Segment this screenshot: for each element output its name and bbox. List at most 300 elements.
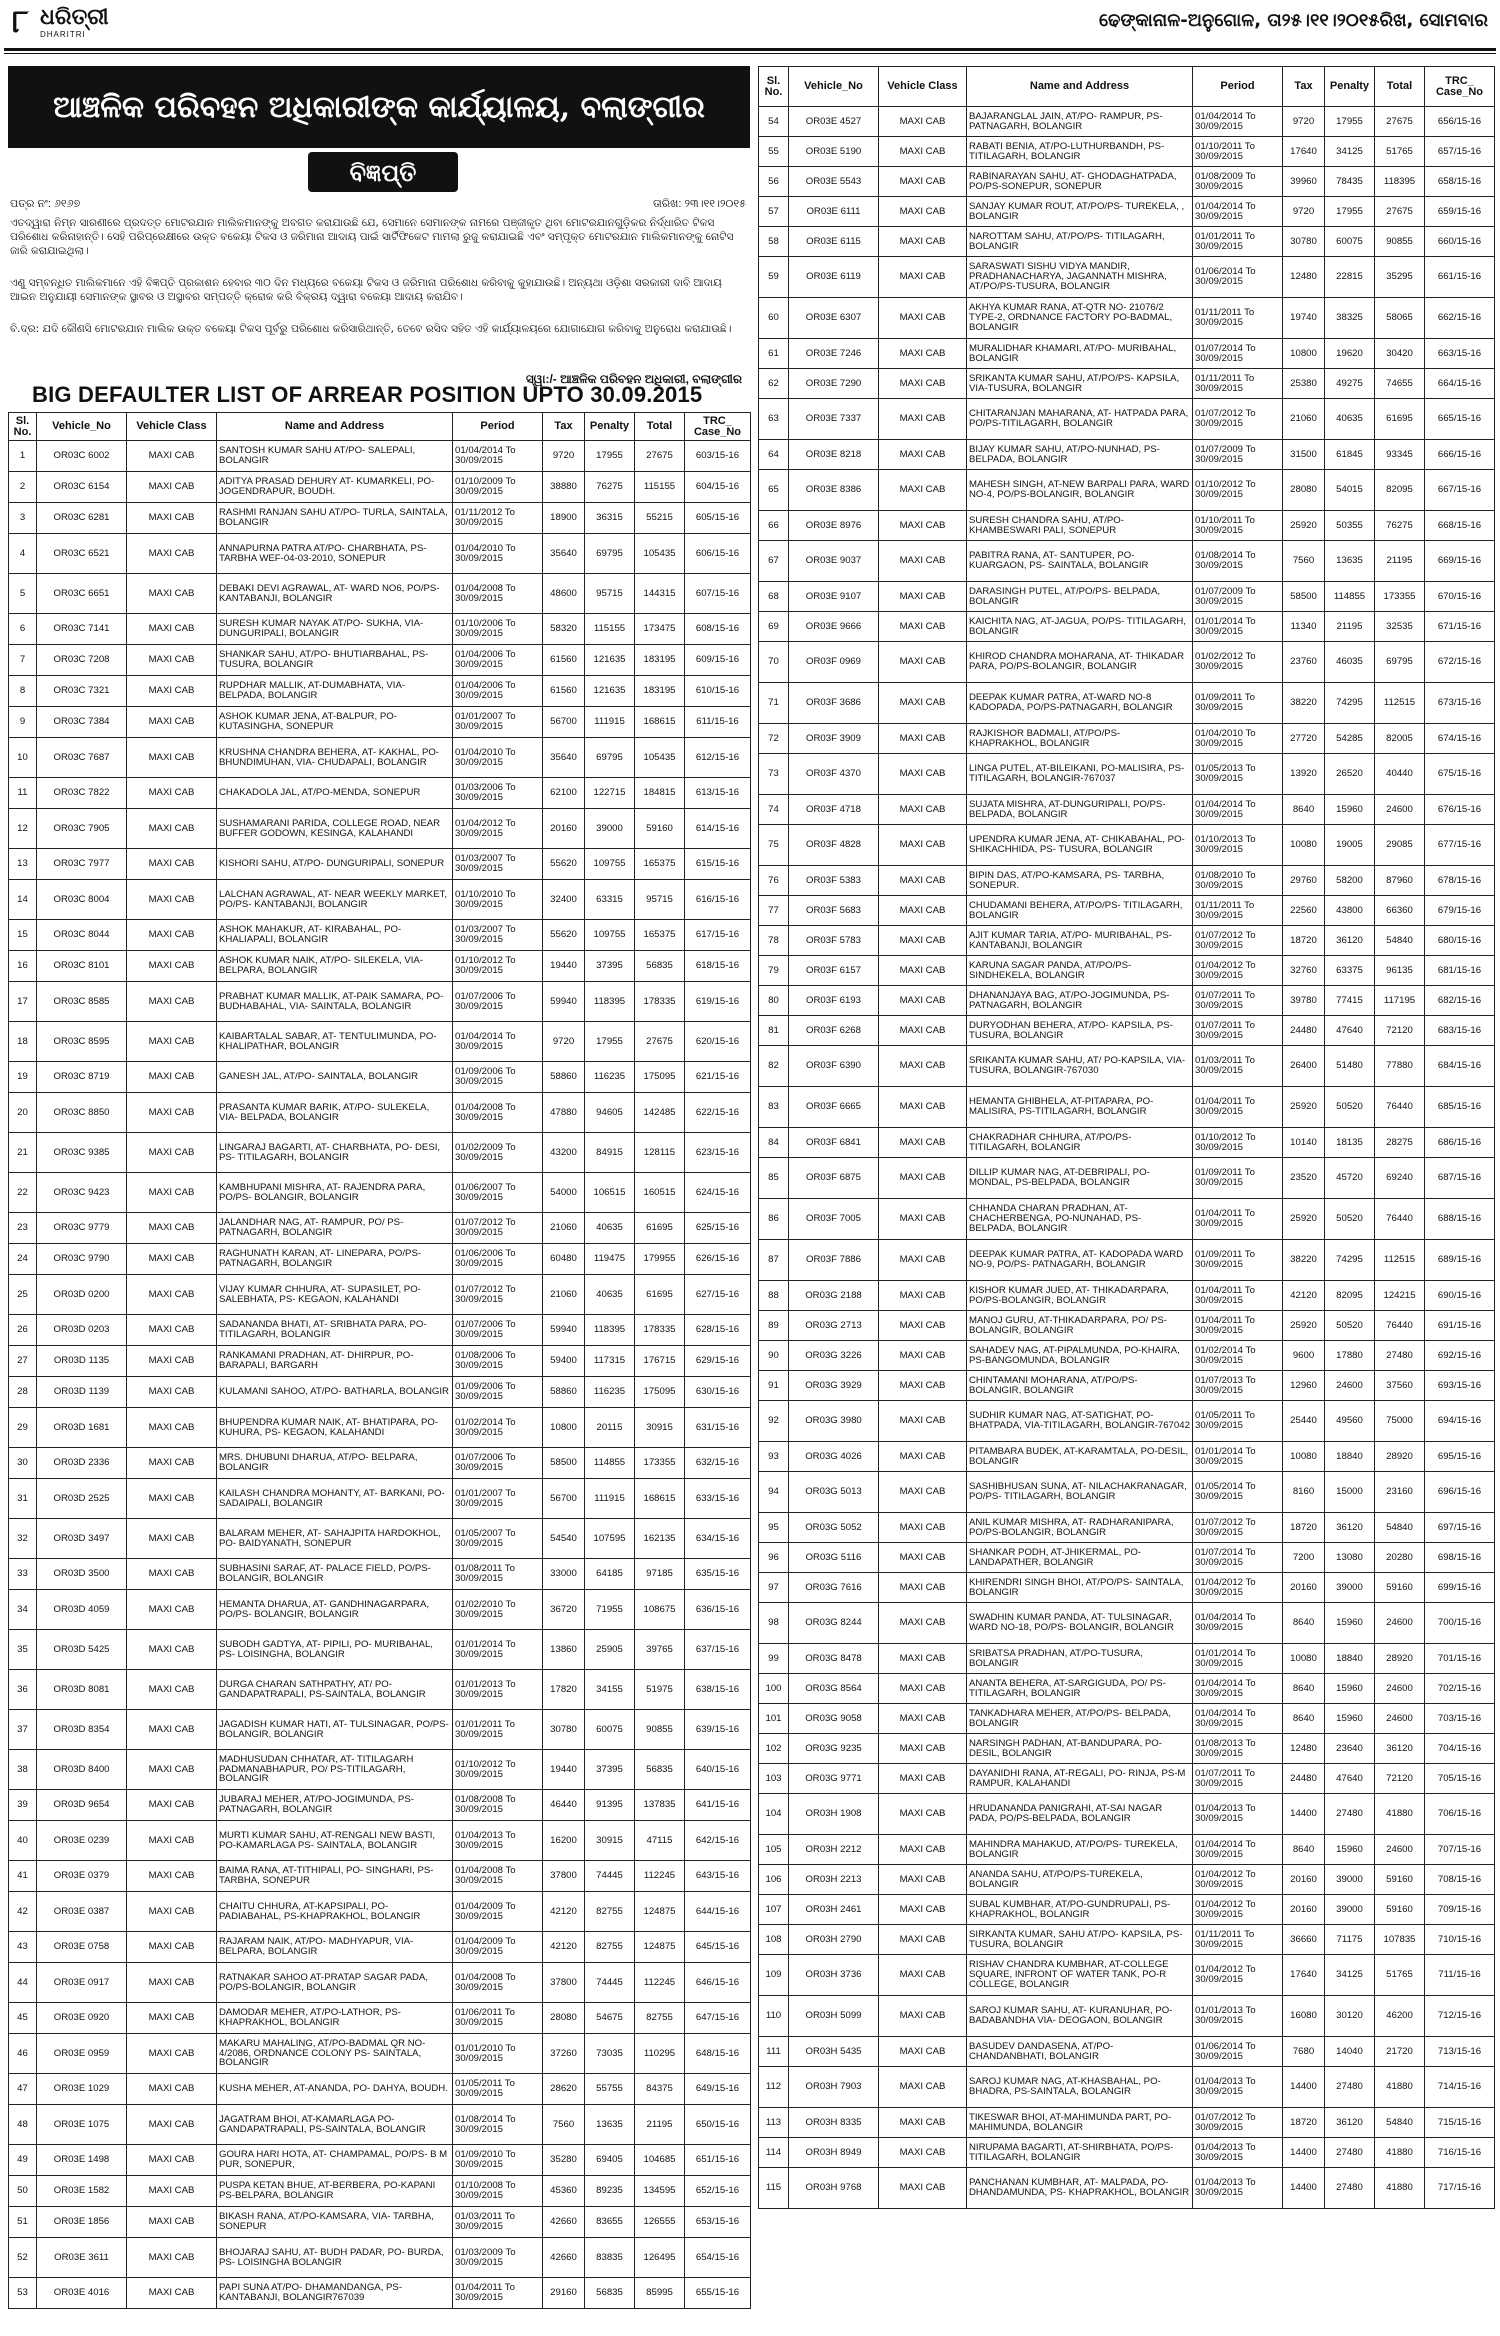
vehicle-class: MAXI CAB xyxy=(127,1377,217,1408)
vehicle-no: OR03E 8218 xyxy=(789,440,879,470)
vehicle-no: OR03H 2213 xyxy=(789,1865,879,1895)
table-row xyxy=(9,1479,751,1519)
trc-case-no: 623/15-16 xyxy=(685,1133,751,1173)
period: 01/07/2006 To 30/09/2015 xyxy=(453,1315,543,1346)
sl-no: 50 xyxy=(9,2176,37,2207)
vehicle-class: MAXI CAB xyxy=(879,2067,967,2108)
total: 61695 xyxy=(635,1213,685,1244)
tax: 54540 xyxy=(543,1519,585,1559)
tax: 20160 xyxy=(1283,1865,1325,1895)
table-row xyxy=(759,2067,1495,2108)
period: 01/04/2011 To 30/09/2015 xyxy=(1193,1281,1283,1311)
vehicle-no: OR03G 8244 xyxy=(789,1603,879,1644)
trc-case-no: 626/15-16 xyxy=(685,1244,751,1275)
vehicle-class: MAXI CAB xyxy=(879,1734,967,1764)
sl-no: 52 xyxy=(9,2238,37,2278)
period: 01/03/2009 To 30/09/2015 xyxy=(453,2238,543,2278)
total: 28920 xyxy=(1375,1644,1425,1674)
penalty: 36120 xyxy=(1325,926,1375,956)
table-row xyxy=(9,1377,751,1408)
table-row xyxy=(9,707,751,738)
period: 01/04/2011 To 30/09/2015 xyxy=(1193,1199,1283,1240)
vehicle-class: MAXI CAB xyxy=(127,574,217,614)
penalty: 84915 xyxy=(585,1133,635,1173)
trc-case-no: 704/15-16 xyxy=(1425,1734,1495,1764)
trc-case-no: 654/15-16 xyxy=(685,2238,751,2278)
vehicle-no: OR03F 5783 xyxy=(789,926,879,956)
vehicle-class: MAXI CAB xyxy=(127,2176,217,2207)
sl-no: 88 xyxy=(759,1281,789,1311)
vehicle-no: OR03G 7616 xyxy=(789,1573,879,1603)
name-address: ADITYA PRASAD DEHURY AT- KUMARKELI, PO-JOGENDRAPUR, BOUDH. xyxy=(217,472,453,503)
tax: 42120 xyxy=(1283,1281,1325,1311)
tax: 8640 xyxy=(1283,1603,1325,1644)
vehicle-class: MAXI CAB xyxy=(879,1199,967,1240)
sl-no: 21 xyxy=(9,1133,37,1173)
name-address: SARASWATI SISHU VIDYA MANDIR, PRADHANACHARYA, JAGANNATH MISHRA, AT/PO/PS-TUSURA, BOLANGIR xyxy=(967,257,1193,298)
tax: 56700 xyxy=(543,707,585,738)
penalty: 114855 xyxy=(1325,582,1375,612)
tax: 25920 xyxy=(1283,511,1325,541)
vehicle-no: OR03C 7905 xyxy=(37,809,127,849)
period: 01/07/2011 To 30/09/2015 xyxy=(1193,986,1283,1016)
table-row xyxy=(9,1892,751,1932)
total: 74655 xyxy=(1375,369,1425,399)
vehicle-no: OR03H 9768 xyxy=(789,2168,879,2209)
name-address: SRIKANTA KUMAR SAHU, AT/ PO-KAPSILA, VIA-TUSURA, BOLANGIR-767030 xyxy=(967,1046,1193,1087)
table-row xyxy=(759,986,1495,1016)
table-row xyxy=(759,257,1495,298)
name-address: MAKARU MAHALING, AT/PO-BADMAL QR NO-4/2086, ORDNANCE COLONY PS- SAINTALA, BOLANGIR xyxy=(217,2034,453,2074)
vehicle-class: MAXI CAB xyxy=(127,1244,217,1275)
tax: 21060 xyxy=(1283,399,1325,440)
name-address: BAIMA RANA, AT-TITHIPALI, PO- SINGHARI, PS-TARBHA, SONEPUR xyxy=(217,1861,453,1892)
table-row xyxy=(9,441,751,472)
trc-case-no: 611/15-16 xyxy=(685,707,751,738)
sl-no: 61 xyxy=(759,339,789,369)
penalty: 34155 xyxy=(585,1670,635,1710)
table-row xyxy=(9,1315,751,1346)
tax: 16200 xyxy=(543,1821,585,1861)
name-address: NARSINGH PADHAN, AT-BANDUPARA, PO-DESIL, BOLANGIR xyxy=(967,1734,1193,1764)
period: 01/04/2013 To 30/09/2015 xyxy=(1193,1794,1283,1835)
signature-line: ସ୍ୱା:/- ଆଞ୍ଚଳିକ ପରିବହନ ଅଧିକାରୀ, ବଲାଙ୍ଗୀର xyxy=(525,372,742,386)
table-row xyxy=(759,2138,1495,2168)
tax: 35640 xyxy=(543,534,585,574)
table-row xyxy=(9,2278,751,2309)
tax: 13920 xyxy=(1283,754,1325,795)
trc-case-no: 666/15-16 xyxy=(1425,440,1495,470)
vehicle-class: MAXI CAB xyxy=(879,795,967,825)
trc-case-no: 649/15-16 xyxy=(685,2074,751,2105)
period: 01/08/2013 To 30/09/2015 xyxy=(1193,1734,1283,1764)
trc-case-no: 674/15-16 xyxy=(1425,724,1495,754)
total: 56835 xyxy=(635,1750,685,1790)
total: 173355 xyxy=(1375,582,1425,612)
vehicle-class: MAXI CAB xyxy=(127,1932,217,1963)
period: 01/04/2014 To 30/09/2015 xyxy=(1193,1603,1283,1644)
trc-case-no: 703/15-16 xyxy=(1425,1704,1495,1734)
sl-no: 85 xyxy=(759,1158,789,1199)
trc-case-no: 714/15-16 xyxy=(1425,2067,1495,2108)
table-row xyxy=(9,2105,751,2145)
vehicle-no: OR03G 2188 xyxy=(789,1281,879,1311)
table-body-right xyxy=(759,107,1495,2209)
name-address: KISHOR KUMAR JUED, AT- THIKADARPARA, PO/PS-BOLANGIR, BOLANGIR xyxy=(967,1281,1193,1311)
period: 01/08/2014 To 30/09/2015 xyxy=(1193,541,1283,582)
tax: 28080 xyxy=(543,2003,585,2034)
period: 01/11/2011 To 30/09/2015 xyxy=(1193,369,1283,399)
sl-no: 30 xyxy=(9,1448,37,1479)
tax: 19440 xyxy=(543,1750,585,1790)
vehicle-class: MAXI CAB xyxy=(127,1861,217,1892)
tax: 36720 xyxy=(543,1590,585,1630)
vehicle-no: OR03F 4718 xyxy=(789,795,879,825)
trc-case-no: 616/15-16 xyxy=(685,880,751,920)
tax: 12480 xyxy=(1283,1734,1325,1764)
vehicle-no: OR03F 6193 xyxy=(789,986,879,1016)
period: 01/09/2010 To 30/09/2015 xyxy=(453,2145,543,2176)
vehicle-no: OR03G 5116 xyxy=(789,1543,879,1573)
vehicle-no: OR03H 3736 xyxy=(789,1955,879,1996)
vehicle-class: MAXI CAB xyxy=(879,1835,967,1865)
total: 176715 xyxy=(635,1346,685,1377)
tax: 12960 xyxy=(1283,1371,1325,1401)
period: 01/10/2008 To 30/09/2015 xyxy=(453,2176,543,2207)
name-address: RUPDHAR MALLIK, AT-DUMABHATA, VIA-BELPADA, BOLANGIR xyxy=(217,676,453,707)
table-row xyxy=(759,1472,1495,1513)
period: 01/04/2014 To 30/09/2015 xyxy=(1193,197,1283,227)
period: 01/06/2011 To 30/09/2015 xyxy=(453,2003,543,2034)
total: 85995 xyxy=(635,2278,685,2309)
total: 183195 xyxy=(635,645,685,676)
trc-case-no: 652/15-16 xyxy=(685,2176,751,2207)
sl-no: 51 xyxy=(9,2207,37,2238)
vehicle-class: MAXI CAB xyxy=(879,1128,967,1158)
table-row xyxy=(9,2238,751,2278)
vehicle-no-header: Vehicle_No xyxy=(789,67,879,107)
vehicle-no: OR03C 6154 xyxy=(37,472,127,503)
trc-case-no: 648/15-16 xyxy=(685,2034,751,2074)
total: 47115 xyxy=(635,1821,685,1861)
vehicle-class: MAXI CAB xyxy=(127,738,217,778)
penalty: 46035 xyxy=(1325,642,1375,683)
vehicle-no: OR03C 9385 xyxy=(37,1133,127,1173)
trc-case-no: 684/15-16 xyxy=(1425,1046,1495,1087)
sl-no: 95 xyxy=(759,1513,789,1543)
vehicle-class: MAXI CAB xyxy=(127,1213,217,1244)
total: 23160 xyxy=(1375,1472,1425,1513)
penalty: 47640 xyxy=(1325,1764,1375,1794)
trc-case-no: 658/15-16 xyxy=(1425,167,1495,197)
period: 01/08/2010 To 30/09/2015 xyxy=(1193,866,1283,896)
period: 01/10/2011 To 30/09/2015 xyxy=(1193,137,1283,167)
table-body-left xyxy=(9,441,751,2309)
penalty: 114855 xyxy=(585,1448,635,1479)
penalty: 77415 xyxy=(1325,986,1375,1016)
table-row xyxy=(759,1955,1495,1996)
vehicle-class: MAXI CAB xyxy=(127,1790,217,1821)
period: 01/10/2012 To 30/09/2015 xyxy=(453,1750,543,1790)
table-row xyxy=(759,339,1495,369)
trc-case-no: 671/15-16 xyxy=(1425,612,1495,642)
penalty: 118395 xyxy=(585,1315,635,1346)
tax: 17640 xyxy=(1283,1955,1325,1996)
table-row xyxy=(9,1932,751,1963)
tax: 16080 xyxy=(1283,1996,1325,2037)
vehicle-class: MAXI CAB xyxy=(879,1674,967,1704)
penalty: 69795 xyxy=(585,534,635,574)
sl-no: 97 xyxy=(759,1573,789,1603)
total: 69240 xyxy=(1375,1158,1425,1199)
name-address: CHHANDA CHARAN PRADHAN, AT- CHACHERBENGA, PO-NUNAHAD, PS- BELPADA, BOLANGIR xyxy=(967,1199,1193,1240)
period: 01/04/2012 To 30/09/2015 xyxy=(1193,1955,1283,1996)
vehicle-class: MAXI CAB xyxy=(879,582,967,612)
table-row xyxy=(759,511,1495,541)
sl-no: 69 xyxy=(759,612,789,642)
right-column xyxy=(758,66,1494,2328)
sl-no: 70 xyxy=(759,642,789,683)
total: 59160 xyxy=(635,809,685,849)
tax: 23760 xyxy=(1283,642,1325,683)
sl-no: 75 xyxy=(759,825,789,866)
total: 51765 xyxy=(1375,137,1425,167)
sl-no: 98 xyxy=(759,1603,789,1644)
period: 01/05/2013 To 30/09/2015 xyxy=(1193,754,1283,795)
vehicle-no: OR03F 5383 xyxy=(789,866,879,896)
total: 21195 xyxy=(1375,541,1425,582)
sl-no: 94 xyxy=(759,1472,789,1513)
sl-no: 83 xyxy=(759,1087,789,1128)
tax: 9720 xyxy=(1283,197,1325,227)
penalty: 37395 xyxy=(585,1750,635,1790)
tax: 60480 xyxy=(543,1244,585,1275)
trc-case-no: 639/15-16 xyxy=(685,1710,751,1750)
vehicle-no: OR03F 6157 xyxy=(789,956,879,986)
vehicle-class: MAXI CAB xyxy=(879,1401,967,1442)
sl-no: 5 xyxy=(9,574,37,614)
vehicle-no: OR03D 5425 xyxy=(37,1630,127,1670)
name-address: PRASANTA KUMAR BARIK, AT/PO- SULEKELA, VIA- BELPADA, BOLANGIR xyxy=(217,1093,453,1133)
period: 01/08/2011 To 30/09/2015 xyxy=(453,1559,543,1590)
sl-no: 24 xyxy=(9,1244,37,1275)
period: 01/05/2011 To 30/09/2015 xyxy=(1193,1401,1283,1442)
name-address: RANKAMANI PRADHAN, AT- DHIRPUR, PO- BARAPALI, BARGARH xyxy=(217,1346,453,1377)
vehicle-class: MAXI CAB xyxy=(879,541,967,582)
vehicle-class: MAXI CAB xyxy=(127,951,217,982)
name-address: SUDHIR KUMAR NAG, AT-SATIGHAT, PO-BHATPADA, VIA-TITILAGARH, BOLANGIR-767042 xyxy=(967,1401,1193,1442)
sl-no: 62 xyxy=(759,369,789,399)
trc-case-no: 709/15-16 xyxy=(1425,1895,1495,1925)
tax: 7560 xyxy=(1283,541,1325,582)
penalty: 74445 xyxy=(585,1963,635,2003)
name-address: SURESH KUMAR NAYAK AT/PO- SUKHA, VIA- DUNGURIPALI, BOLANGIR xyxy=(217,614,453,645)
tax: 7200 xyxy=(1283,1543,1325,1573)
table-row xyxy=(9,574,751,614)
vehicle-no: OR03E 9107 xyxy=(789,582,879,612)
sl-no: 114 xyxy=(759,2138,789,2168)
tax: 9600 xyxy=(1283,1341,1325,1371)
tax: 9720 xyxy=(543,1022,585,1062)
table-row xyxy=(9,503,751,534)
sl-no: 93 xyxy=(759,1442,789,1472)
name-address: ANANDA SAHU, AT/PO/PS-TUREKELA, BOLANGIR xyxy=(967,1865,1193,1895)
period: 01/04/2008 To 30/09/2015 xyxy=(453,1963,543,2003)
name-address: PRABHAT KUMAR MALLIK, AT-PAIK SAMARA, PO-BUDHABAHAL, VIA- SAINTALA, BOLANGIR xyxy=(217,982,453,1022)
name-address: MURALIDHAR KHAMARI, AT/PO- MURIBAHAL, BOLANGIR xyxy=(967,339,1193,369)
vehicle-class: MAXI CAB xyxy=(879,197,967,227)
penalty: 89235 xyxy=(585,2176,635,2207)
penalty: 119475 xyxy=(585,1244,635,1275)
name-address: DHANANJAYA BAG, AT/PO-JOGIMUNDA, PS-PATNAGARH, BOLANGIR xyxy=(967,986,1193,1016)
total: 105435 xyxy=(635,534,685,574)
penalty: 15960 xyxy=(1325,1603,1375,1644)
vehicle-no: OR03F 3909 xyxy=(789,724,879,754)
period: 01/03/2007 To 30/09/2015 xyxy=(453,849,543,880)
tax: 33000 xyxy=(543,1559,585,1590)
penalty: 109755 xyxy=(585,920,635,951)
sl-no: 20 xyxy=(9,1093,37,1133)
period: 01/05/2011 To 30/09/2015 xyxy=(453,2074,543,2105)
name-address: KAICHITA NAG, AT-JAGUA, PO/PS- TITILAGARH, BOLANGIR xyxy=(967,612,1193,642)
sl-no: 63 xyxy=(759,399,789,440)
period: 01/10/2012 To 30/09/2015 xyxy=(1193,1128,1283,1158)
sl-no: 84 xyxy=(759,1128,789,1158)
tax: 9720 xyxy=(543,441,585,472)
tax: 42660 xyxy=(543,2238,585,2278)
table-row xyxy=(759,1311,1495,1341)
table-row xyxy=(759,683,1495,724)
trc-case-no: 645/15-16 xyxy=(685,1932,751,1963)
total: 82755 xyxy=(635,2003,685,2034)
trc-case-no: 706/15-16 xyxy=(1425,1794,1495,1835)
penalty: 78435 xyxy=(1325,167,1375,197)
total: 117195 xyxy=(1375,986,1425,1016)
vehicle-class: MAXI CAB xyxy=(879,1955,967,1996)
vehicle-class: MAXI CAB xyxy=(127,2074,217,2105)
name-address: RISHAV CHANDRA KUMBHAR, AT-COLLEGE SQUARE, INFRONT OF WATER TANK, PO-R COLLEGE, BOLANGIR xyxy=(967,1955,1193,1996)
vehicle-class: MAXI CAB xyxy=(879,612,967,642)
vehicle-class: MAXI CAB xyxy=(879,227,967,257)
trc-case-no: 655/15-16 xyxy=(685,2278,751,2309)
penalty: 20115 xyxy=(585,1408,635,1448)
name-address: MAHESH SINGH, AT-NEW BARPALI PARA, WARD NO-4, PO/PS-BOLANGIR, BOLANGIR xyxy=(967,470,1193,511)
name-address: BHOJARAJ SAHU, AT- BUDH PADAR, PO- BURDA, PS- LOISINGHA BOLANGIR xyxy=(217,2238,453,2278)
total: 108675 xyxy=(635,1590,685,1630)
tax: 20160 xyxy=(543,809,585,849)
sl-no: 59 xyxy=(759,257,789,298)
vehicle-class: MAXI CAB xyxy=(879,1472,967,1513)
table-row xyxy=(9,676,751,707)
sl-no: 44 xyxy=(9,1963,37,2003)
tax: 58320 xyxy=(543,614,585,645)
vehicle-no: OR03E 7337 xyxy=(789,399,879,440)
period: 01/07/2014 To 30/09/2015 xyxy=(1193,1543,1283,1573)
vehicle-class: MAXI CAB xyxy=(879,1513,967,1543)
name-address: RATNAKAR SAHOO AT-PRATAP SAGAR PADA, PO/PS-BOLANGIR, BOLANGIR xyxy=(217,1963,453,2003)
penalty: 23640 xyxy=(1325,1734,1375,1764)
table-row xyxy=(759,926,1495,956)
name-address: SANTOSH KUMAR SAHU AT/PO- SALEPALI, BOLANGIR xyxy=(217,441,453,472)
period: 01/03/2011 To 30/09/2015 xyxy=(453,2207,543,2238)
sl-no: 113 xyxy=(759,2108,789,2138)
table-row xyxy=(759,1674,1495,1704)
period: 01/02/2012 To 30/09/2015 xyxy=(1193,642,1283,683)
vehicle-no: OR03D 3497 xyxy=(37,1519,127,1559)
vehicle-no: OR03H 2461 xyxy=(789,1895,879,1925)
vehicle-no: OR03E 0239 xyxy=(37,1821,127,1861)
sl-no: 2 xyxy=(9,472,37,503)
period: 01/01/2014 To 30/09/2015 xyxy=(1193,1442,1283,1472)
period-header: Period xyxy=(1193,67,1283,107)
vehicle-no: OR03E 1856 xyxy=(37,2207,127,2238)
total: 58065 xyxy=(1375,298,1425,339)
vehicle-no: OR03F 3686 xyxy=(789,683,879,724)
period: 01/09/2006 To 30/09/2015 xyxy=(453,1062,543,1093)
name-address: LINGARAJ BAGARTI, AT- CHARBHATA, PO- DESI, PS- TITILAGARH, BOLANGIR xyxy=(217,1133,453,1173)
penalty: 121635 xyxy=(585,645,635,676)
name-address: SHANKAR PODH, AT-JHIKERMAL, PO- LANDAPATHER, BOLANGIR xyxy=(967,1543,1193,1573)
penalty: 22815 xyxy=(1325,257,1375,298)
name-address: SIRKANTA KUMAR, SAHU AT/PO- KAPSILA, PS-TUSURA, BOLANGIR xyxy=(967,1925,1193,1955)
penalty: 40635 xyxy=(1325,399,1375,440)
table-row xyxy=(759,167,1495,197)
sl-no: 15 xyxy=(9,920,37,951)
trc-case-no: 705/15-16 xyxy=(1425,1764,1495,1794)
tax: 61560 xyxy=(543,645,585,676)
sl-no: 110 xyxy=(759,1996,789,2037)
trc-case-no: 622/15-16 xyxy=(685,1093,751,1133)
total: 126555 xyxy=(635,2207,685,2238)
table-row xyxy=(759,642,1495,683)
table-row xyxy=(9,2176,751,2207)
name-address: RAJARAM NAIK, AT/PO- MADHYAPUR, VIA-BELPARA, BOLANGIR xyxy=(217,1932,453,1963)
vehicle-no-header: Vehicle_No xyxy=(37,413,127,441)
table-row xyxy=(9,1213,751,1244)
penalty: 107595 xyxy=(585,1519,635,1559)
sl-no: 106 xyxy=(759,1865,789,1895)
penalty: 15960 xyxy=(1325,795,1375,825)
tax: 59940 xyxy=(543,1315,585,1346)
trc-case-no: 633/15-16 xyxy=(685,1479,751,1519)
total: 72120 xyxy=(1375,1764,1425,1794)
name-address: SANJAY KUMAR ROUT, AT/PO/PS- TUREKELA, , BOLANGIR xyxy=(967,197,1193,227)
tax: 62100 xyxy=(543,778,585,809)
period: 01/02/2009 To 30/09/2015 xyxy=(453,1133,543,1173)
total: 41880 xyxy=(1375,2138,1425,2168)
table-row xyxy=(759,440,1495,470)
trc-case-no: 678/15-16 xyxy=(1425,866,1495,896)
vehicle-no: OR03H 2790 xyxy=(789,1925,879,1955)
vehicle-no: OR03C 9790 xyxy=(37,1244,127,1275)
vehicle-no: OR03C 8101 xyxy=(37,951,127,982)
vehicle-no: OR03C 8585 xyxy=(37,982,127,1022)
name-address: RABINARAYAN SAHU, AT- GHODAGHATPADA, PO/PS-SONEPUR, SONEPUR xyxy=(967,167,1193,197)
vehicle-no: OR03E 9037 xyxy=(789,541,879,582)
sl-no: 76 xyxy=(759,866,789,896)
vehicle-no: OR03E 1498 xyxy=(37,2145,127,2176)
name-address: DURYODHAN BEHERA, AT/PO- KAPSILA, PS-TUSURA, BOLANGIR xyxy=(967,1016,1193,1046)
total: 144315 xyxy=(635,574,685,614)
vehicle-no: OR03C 7141 xyxy=(37,614,127,645)
trc-case-no: 644/15-16 xyxy=(685,1892,751,1932)
vehicle-class: MAXI CAB xyxy=(127,1519,217,1559)
period-header: Period xyxy=(453,413,543,441)
notice-paragraph-3: ବି.ଦ୍ର: ଯଦି କୌଣସି ମୋଟରଯାନ ମାଲିକ ଉକ୍ତ ବକେୟା ଟିକସ ପୂର୍ବରୁ ପରିଶୋଧ କରିସାରିଥାନ୍ତି, ତେବେ ରସିଦ ସହିତ ଏହି କାର୍ଯ୍ୟାଳୟରେ ଯୋଗାଯୋଗ କରିବାକୁ ଅନୁରୋଧ କରାଯାଉଛି। xyxy=(10,323,732,335)
vehicle-class: MAXI CAB xyxy=(879,1764,967,1794)
trc-case-no: 610/15-16 xyxy=(685,676,751,707)
total: 76275 xyxy=(1375,511,1425,541)
